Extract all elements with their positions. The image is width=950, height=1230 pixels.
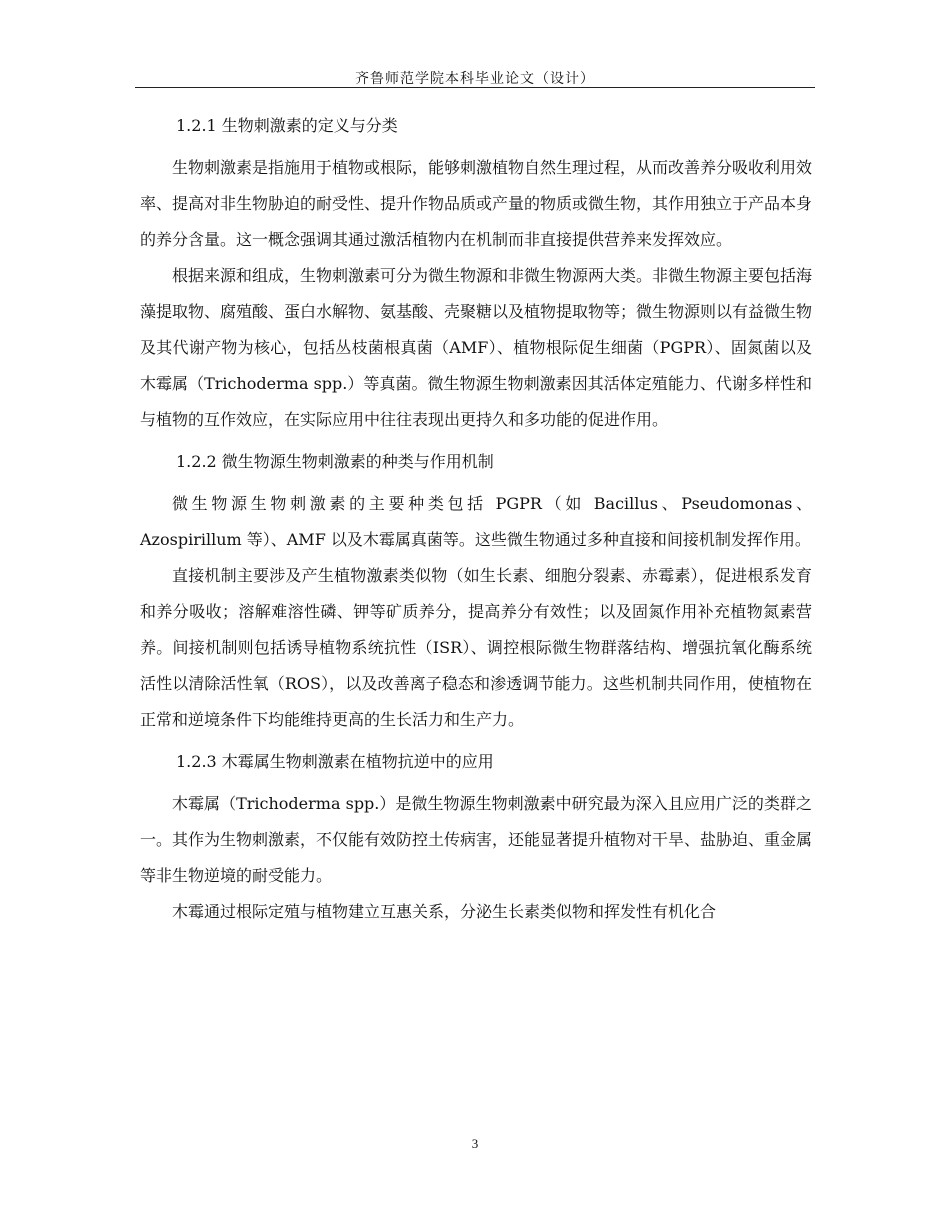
paragraph: 根据来源和组成，生物刺激素可分为微生物源和非微生物源两大类。非微生物源主要包括海藻提取物、腐殖酸、蛋白水解物、氨基酸、壳聚糖以及植物提取物等；微生物源则以有益微生物及其代谢产物为核心，包括丛枝菌根真菌（AMF）、植物根际促生细菌（PGPR）、固氮菌以及木霉属（Trichoderma spp.）等真菌。微生物源生物刺激素因其活体定殖能力、代谢多样性和与植物的互作效应，在实际应用中往往表现出更持久和多功能的促进作用。 — [140, 266, 813, 429]
paragraph: 木霉通过根际定殖与植物建立互惠关系，分泌生长素类似物和挥发性有机化合 — [172, 902, 717, 921]
section-heading-1-2-1: 1.2.1 生物刺激素的定义与分类 — [176, 116, 398, 135]
paragraph: 生物刺激素是指施用于植物或根际，能够刺激植物自然生理过程，从而改善养分吸收利用效率、提高对非生物胁迫的耐受性、提升作物品质或产量的物质或微生物，其作用独立于产品本身的养分含量。这一概念强调其通过激活植物内在机制而非直接提供营养来发挥效应。 — [140, 158, 813, 249]
section-heading-1-2-3: 1.2.3 木霉属生物刺激素在植物抗逆中的应用 — [176, 752, 494, 771]
body-content — [140, 108, 812, 930]
section-heading-1-2-2: 1.2.2 微生物源生物刺激素的种类与作用机制 — [176, 452, 494, 471]
page-number: 3 — [471, 1136, 479, 1151]
paragraph: 直接机制主要涉及产生植物激素类似物（如生长素、细胞分裂素、赤霉素），促进根系发育和养分吸收；溶解难溶性磷、钾等矿质养分，提高养分有效性；以及固氮作用补充植物氮素营养。间接机制则包括诱导植物系统抗性（ISR）、调控根际微生物群落结构、增强抗氧化酶系统活性以清除活性氧（ROS），以及改善离子稳态和渗透调节能力。这些机制共同作用，使植物在正常和逆境条件下均能维持更高的生长活力和生产力。 — [140, 566, 812, 729]
running-header: 齐鲁师范学院本科毕业论文（设计） — [355, 71, 595, 87]
paragraph: 微生物源生物刺激素的主要种类包括 PGPR（如 Bacillus、Pseudomonas、Azospirillum 等）、AMF 以及木霉属真菌等。这些微生物通过多种直接和间接机制发挥作用。 — [140, 494, 812, 549]
paragraph: 木霉属（Trichoderma spp.）是微生物源生物刺激素中研究最为深入且应用广泛的类群之一。其作为生物刺激素，不仅能有效防控土传病害，还能显著提升植物对干旱、盐胁迫、重金属等非生物逆境的耐受能力。 — [140, 794, 813, 885]
header-rule — [135, 87, 815, 88]
